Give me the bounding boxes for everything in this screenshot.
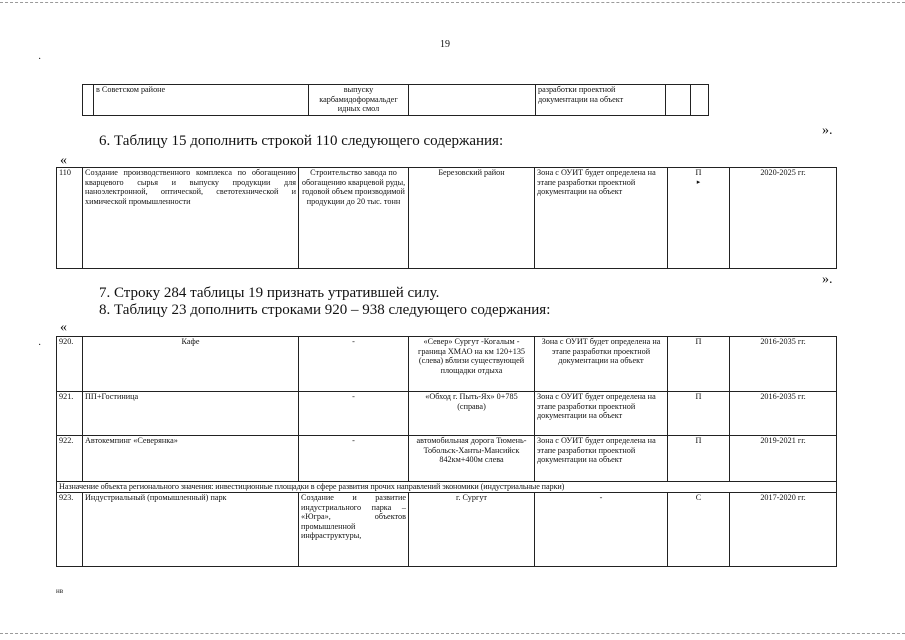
- object-location: «Обход г. Пыть-Ях» 0+785 (справа): [409, 392, 535, 436]
- object-name: ПП+Гостиница: [83, 392, 299, 436]
- close-quote: ».: [822, 272, 833, 287]
- object-location: «Север» Сургут -Когалым - граница ХМАО на км 120+135 (слева) вблизи существующей площадки отдыха: [409, 337, 535, 392]
- row-number: 923.: [57, 493, 83, 567]
- zone-description: Зона с ОУИТ будет определена на этапе разработки проектной документации на объект: [535, 392, 668, 436]
- table-cell: выпуску карбамидоформальдег идных смол: [309, 85, 409, 116]
- section-title: Назначение объекта регионального значения: инвестиционные площадки в сфере развития прочих направлений экономики (индустриальные парки): [57, 482, 837, 493]
- arrow-marker-icon: ▸: [696, 177, 701, 186]
- table-row: [57, 493, 837, 567]
- section-7-heading: 7. Строку 284 таблицы 19 признать утратившей силу.: [99, 285, 440, 301]
- object-name: Индустриальный (промышленный) парк: [83, 493, 299, 567]
- row-number: 110: [57, 168, 83, 269]
- table-23-addition: [56, 336, 837, 567]
- object-purpose: Создание и развитие индустриального парка – «Югра», объектов промышленной инфраструктуры,: [299, 493, 409, 567]
- close-quote: ».: [822, 123, 833, 138]
- status-code: П: [668, 436, 730, 482]
- page-number: 19: [440, 39, 450, 50]
- scan-speck: ·: [38, 54, 42, 65]
- object-purpose: -: [299, 337, 409, 392]
- table-row: [57, 392, 837, 436]
- table-cell: [409, 85, 536, 116]
- table-row: [57, 337, 837, 392]
- scan-bottom-edge: [0, 633, 905, 634]
- object-location: г. Сургут: [409, 493, 535, 567]
- object-purpose: Строительство завода по обогащению кварцевой руды, годовой объем производимой продукции до 20 тыс. тонн: [299, 168, 409, 269]
- table-15-addition: [56, 167, 837, 269]
- object-name: Кафе: [83, 337, 299, 392]
- open-quote: «: [60, 320, 67, 335]
- zone-description: -: [535, 493, 668, 567]
- table-cell: [83, 85, 94, 116]
- table-cell: разработки проектной документации на объект: [536, 85, 666, 116]
- section-8-heading: 8. Таблицу 23 дополнить строками 920 – 938 следующего содержания:: [99, 302, 551, 318]
- object-location: автомобильная дорога Тюмень-Тобольск-Ханты-Мансийск 842км+400м слева: [409, 436, 535, 482]
- status-code: П: [695, 168, 702, 177]
- implementation-period: 2016-2035 гг.: [730, 392, 837, 436]
- object-purpose: -: [299, 436, 409, 482]
- status-code: П: [668, 337, 730, 392]
- section-6-heading: 6. Таблицу 15 дополнить строкой 110 следующего содержания:: [99, 133, 504, 149]
- continued-table: [82, 84, 709, 116]
- zone-description: Зона с ОУИТ будет определена на этапе разработки проектной документации на объект: [535, 436, 668, 482]
- row-number: 920.: [57, 337, 83, 392]
- table-cell: в Советском районе: [94, 85, 309, 116]
- implementation-period: 2017-2020 гг.: [730, 493, 837, 567]
- table-row: [83, 85, 709, 116]
- table-section-row: [57, 482, 837, 493]
- status-code: П: [668, 392, 730, 436]
- object-name: Создание производственного комплекса по обогащению кварцевого сырья и выпуску продукции для наноэлектронной, оптической, светотехнической и химической промышленности: [83, 168, 299, 269]
- object-purpose: -: [299, 392, 409, 436]
- implementation-period: 2020-2025 гг.: [730, 168, 837, 269]
- status-cell: [668, 168, 730, 269]
- footer-mark: нв: [56, 587, 64, 595]
- open-quote: «: [60, 153, 67, 168]
- row-number: 921.: [57, 392, 83, 436]
- implementation-period: 2019-2021 гг.: [730, 436, 837, 482]
- row-number: 922.: [57, 436, 83, 482]
- table-row: [57, 168, 837, 269]
- implementation-period: 2016-2035 гг.: [730, 337, 837, 392]
- object-name: Автокемпинг «Северянка»: [83, 436, 299, 482]
- table-border: [668, 84, 709, 115]
- scan-top-edge: [0, 2, 905, 3]
- scan-speck: ·: [38, 340, 42, 351]
- zone-description: Зона с ОУИТ будет определена на этапе разработки проектной документации на объект: [535, 337, 668, 392]
- object-location: Березовский район: [409, 168, 535, 269]
- zone-description: Зона с ОУИТ будет определена на этапе разработки проектной документации на объект: [535, 168, 668, 269]
- status-code: С: [668, 493, 730, 567]
- table-row: [57, 436, 837, 482]
